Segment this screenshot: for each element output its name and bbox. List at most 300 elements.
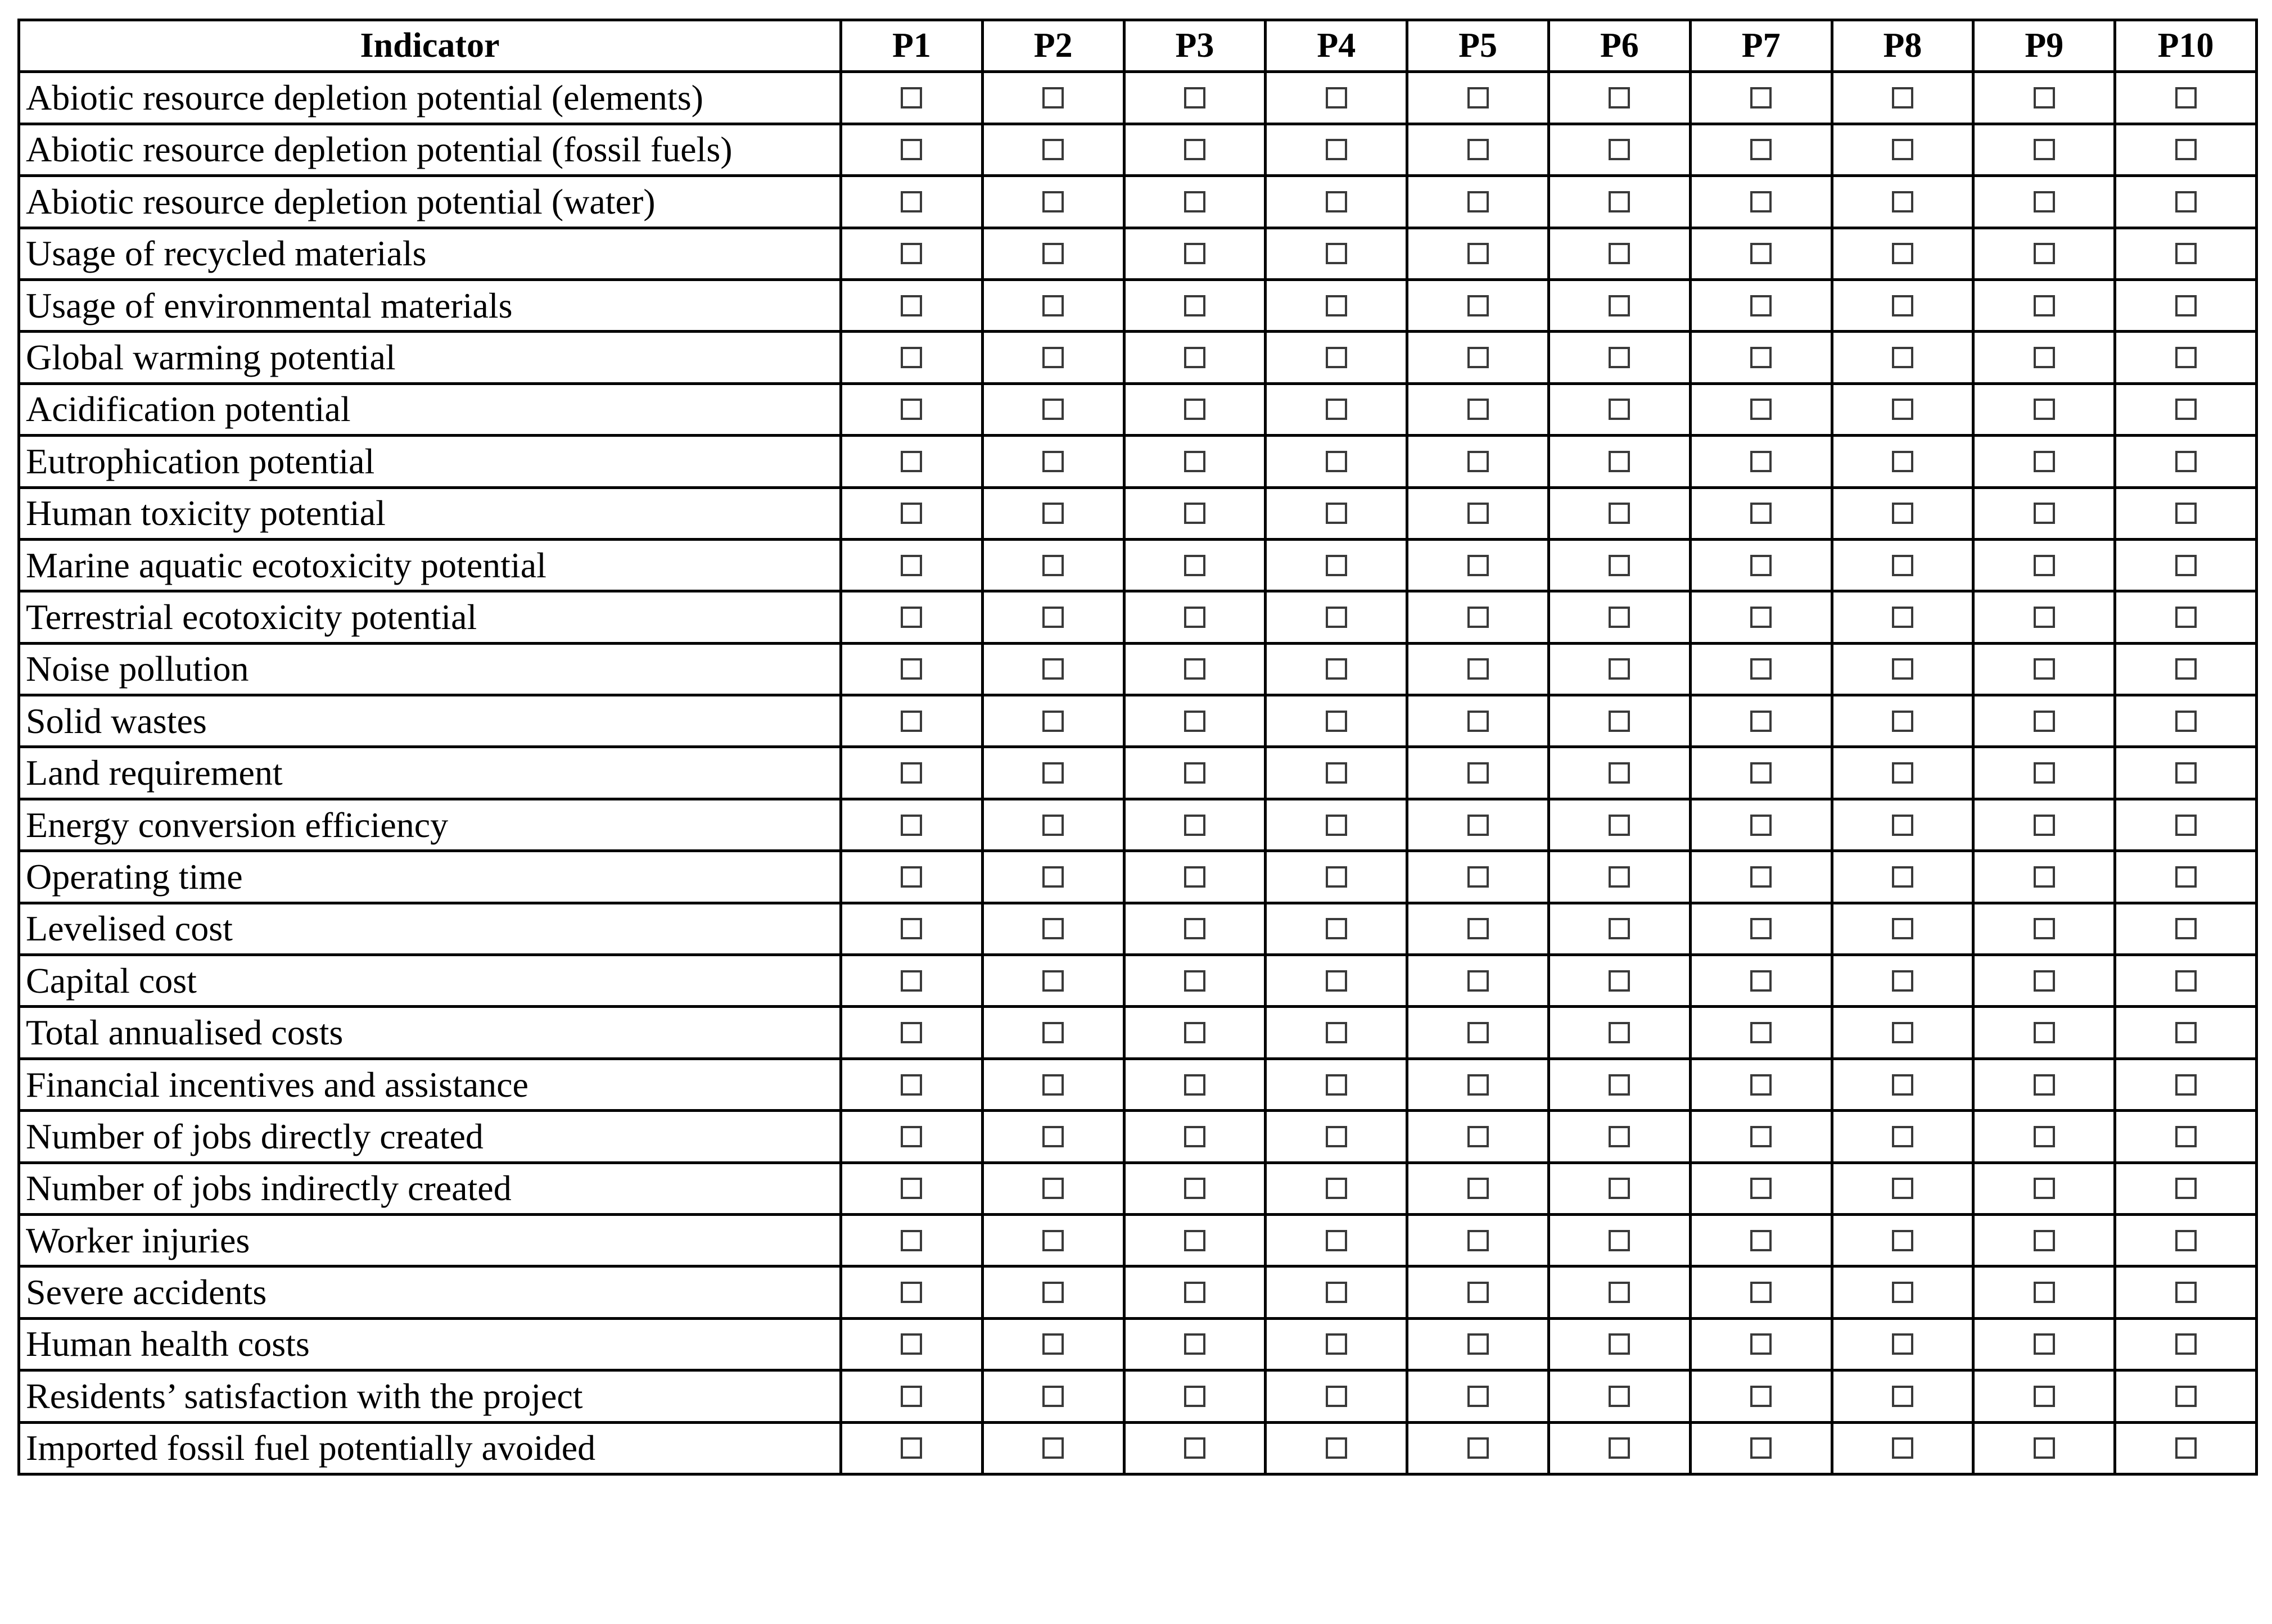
header-row xyxy=(19,20,2257,72)
checkbox-p9[interactable] xyxy=(2034,503,2055,524)
checkbox-p4[interactable] xyxy=(1326,87,1347,108)
checkbox-p5[interactable] xyxy=(1467,1074,1489,1096)
checkbox-p10[interactable] xyxy=(2175,866,2197,888)
check-cell xyxy=(982,279,1124,331)
checkbox-p1[interactable] xyxy=(901,555,922,576)
checkbox-p3[interactable] xyxy=(1184,658,1205,680)
checkbox-p8[interactable] xyxy=(1892,139,1913,160)
checkbox-p6[interactable] xyxy=(1609,1178,1630,1199)
checkbox-p7[interactable] xyxy=(1750,1230,1772,1251)
checkbox-p4[interactable] xyxy=(1326,555,1347,576)
checkbox-p7[interactable] xyxy=(1750,815,1772,836)
checkbox-p8[interactable] xyxy=(1892,1022,1913,1043)
checkbox-p1[interactable] xyxy=(901,815,922,836)
checkbox-p2[interactable] xyxy=(1042,555,1064,576)
checkbox-p10[interactable] xyxy=(2175,87,2197,108)
check-cell xyxy=(1690,1058,1832,1110)
checkbox-p3[interactable] xyxy=(1184,399,1205,420)
checkbox-p8[interactable] xyxy=(1892,87,1913,108)
checkbox-p4[interactable] xyxy=(1326,1126,1347,1147)
checkbox-p3[interactable] xyxy=(1184,1282,1205,1303)
checkbox-p9[interactable] xyxy=(2034,711,2055,732)
checkbox-p5[interactable] xyxy=(1467,451,1489,472)
checkbox-p5[interactable] xyxy=(1467,1126,1489,1147)
checkbox-p8[interactable] xyxy=(1892,191,1913,212)
checkbox-p3[interactable] xyxy=(1184,191,1205,212)
checkbox-p7[interactable] xyxy=(1750,399,1772,420)
checkbox-p10[interactable] xyxy=(2175,1333,2197,1355)
checkbox-p1[interactable] xyxy=(901,762,922,784)
checkbox-p3[interactable] xyxy=(1184,1333,1205,1355)
checkbox-p6[interactable] xyxy=(1609,295,1630,316)
checkbox-p3[interactable] xyxy=(1184,1126,1205,1147)
checkbox-p7[interactable] xyxy=(1750,1282,1772,1303)
checkbox-p9[interactable] xyxy=(2034,918,2055,939)
checkbox-p10[interactable] xyxy=(2175,243,2197,264)
checkbox-p6[interactable] xyxy=(1609,815,1630,836)
checkbox-p2[interactable] xyxy=(1042,399,1064,420)
checkbox-p10[interactable] xyxy=(2175,658,2197,680)
checkbox-p9[interactable] xyxy=(2034,1386,2055,1407)
checkbox-p10[interactable] xyxy=(2175,295,2197,316)
checkbox-p2[interactable] xyxy=(1042,970,1064,992)
checkbox-p8[interactable] xyxy=(1892,1178,1913,1199)
checkbox-p9[interactable] xyxy=(2034,658,2055,680)
checkbox-p8[interactable] xyxy=(1892,658,1913,680)
checkbox-p9[interactable] xyxy=(2034,555,2055,576)
checkbox-p9[interactable] xyxy=(2034,866,2055,888)
checkbox-p9[interactable] xyxy=(2034,607,2055,628)
checkbox-p3[interactable] xyxy=(1184,1178,1205,1199)
checkbox-p5[interactable] xyxy=(1467,399,1489,420)
checkbox-p1[interactable] xyxy=(901,1230,922,1251)
checkbox-p6[interactable] xyxy=(1609,139,1630,160)
checkbox-p5[interactable] xyxy=(1467,1282,1489,1303)
checkbox-p5[interactable] xyxy=(1467,191,1489,212)
checkbox-p10[interactable] xyxy=(2175,399,2197,420)
checkbox-p1[interactable] xyxy=(901,866,922,888)
checkbox-p8[interactable] xyxy=(1892,1333,1913,1355)
checkbox-p9[interactable] xyxy=(2034,347,2055,368)
checkbox-p2[interactable] xyxy=(1042,607,1064,628)
checkbox-p1[interactable] xyxy=(901,1022,922,1043)
checkbox-p5[interactable] xyxy=(1467,658,1489,680)
checkbox-p5[interactable] xyxy=(1467,711,1489,732)
checkbox-p6[interactable] xyxy=(1609,191,1630,212)
checkbox-p3[interactable] xyxy=(1184,1074,1205,1096)
checkbox-p1[interactable] xyxy=(901,607,922,628)
checkbox-p2[interactable] xyxy=(1042,191,1064,212)
check-cell xyxy=(1266,332,1407,383)
checkbox-p9[interactable] xyxy=(2034,87,2055,108)
checkbox-p2[interactable] xyxy=(1042,762,1064,784)
checkbox-p4[interactable] xyxy=(1326,815,1347,836)
checkbox-p1[interactable] xyxy=(901,399,922,420)
checkbox-p6[interactable] xyxy=(1609,1386,1630,1407)
checkbox-p1[interactable] xyxy=(901,1282,922,1303)
checkbox-p3[interactable] xyxy=(1184,243,1205,264)
checkbox-p8[interactable] xyxy=(1892,866,1913,888)
checkbox-p5[interactable] xyxy=(1467,1333,1489,1355)
checkbox-p8[interactable] xyxy=(1892,555,1913,576)
indicator-label: Imported fossil fuel potentially avoided xyxy=(19,1422,841,1474)
checkbox-p6[interactable] xyxy=(1609,711,1630,732)
checkbox-p10[interactable] xyxy=(2175,918,2197,939)
checkbox-p6[interactable] xyxy=(1609,1437,1630,1459)
checkbox-p1[interactable] xyxy=(901,1126,922,1147)
checkbox-p3[interactable] xyxy=(1184,607,1205,628)
checkbox-p7[interactable] xyxy=(1750,866,1772,888)
checkbox-p7[interactable] xyxy=(1750,451,1772,472)
checkbox-p8[interactable] xyxy=(1892,607,1913,628)
checkbox-p2[interactable] xyxy=(1042,1126,1064,1147)
checkbox-p8[interactable] xyxy=(1892,1386,1913,1407)
checkbox-p2[interactable] xyxy=(1042,1230,1064,1251)
checkbox-p9[interactable] xyxy=(2034,243,2055,264)
checkbox-p2[interactable] xyxy=(1042,711,1064,732)
checkbox-p7[interactable] xyxy=(1750,658,1772,680)
checkbox-p10[interactable] xyxy=(2175,1074,2197,1096)
checkbox-p5[interactable] xyxy=(1467,1230,1489,1251)
checkbox-p3[interactable] xyxy=(1184,1437,1205,1459)
checkbox-p5[interactable] xyxy=(1467,555,1489,576)
checkbox-p6[interactable] xyxy=(1609,555,1630,576)
checkbox-p4[interactable] xyxy=(1326,918,1347,939)
checkbox-p3[interactable] xyxy=(1184,503,1205,524)
checkbox-p9[interactable] xyxy=(2034,1178,2055,1199)
checkbox-p3[interactable] xyxy=(1184,918,1205,939)
checkbox-p5[interactable] xyxy=(1467,347,1489,368)
checkbox-p3[interactable] xyxy=(1184,866,1205,888)
checkbox-p1[interactable] xyxy=(901,1074,922,1096)
checkbox-p1[interactable] xyxy=(901,1333,922,1355)
checkbox-p2[interactable] xyxy=(1042,1022,1064,1043)
checkbox-p5[interactable] xyxy=(1467,139,1489,160)
checkbox-p8[interactable] xyxy=(1892,399,1913,420)
checkbox-p3[interactable] xyxy=(1184,815,1205,836)
checkbox-p6[interactable] xyxy=(1609,87,1630,108)
checkbox-p1[interactable] xyxy=(901,1437,922,1459)
checkbox-p4[interactable] xyxy=(1326,191,1347,212)
check-cell xyxy=(982,383,1124,435)
check-cell xyxy=(1832,1162,1973,1214)
checkbox-p4[interactable] xyxy=(1326,451,1347,472)
checkbox-p5[interactable] xyxy=(1467,1022,1489,1043)
checkbox-p9[interactable] xyxy=(2034,762,2055,784)
checkbox-p6[interactable] xyxy=(1609,607,1630,628)
checkbox-p5[interactable] xyxy=(1467,87,1489,108)
checkbox-p2[interactable] xyxy=(1042,658,1064,680)
checkbox-p5[interactable] xyxy=(1467,503,1489,524)
checkbox-p5[interactable] xyxy=(1467,1437,1489,1459)
checkbox-p7[interactable] xyxy=(1750,503,1772,524)
checkbox-p4[interactable] xyxy=(1326,1178,1347,1199)
checkbox-p8[interactable] xyxy=(1892,243,1913,264)
checkbox-p5[interactable] xyxy=(1467,1178,1489,1199)
checkbox-p1[interactable] xyxy=(901,918,922,939)
checkbox-p10[interactable] xyxy=(2175,762,2197,784)
checkbox-p7[interactable] xyxy=(1750,555,1772,576)
checkbox-p3[interactable] xyxy=(1184,451,1205,472)
checkbox-p7[interactable] xyxy=(1750,970,1772,992)
checkbox-p1[interactable] xyxy=(901,503,922,524)
checkbox-p7[interactable] xyxy=(1750,87,1772,108)
check-cell xyxy=(1266,176,1407,228)
checkbox-p4[interactable] xyxy=(1326,399,1347,420)
check-cell xyxy=(2115,1266,2257,1318)
checkbox-p9[interactable] xyxy=(2034,1333,2055,1355)
checkbox-p8[interactable] xyxy=(1892,1074,1913,1096)
checkbox-p9[interactable] xyxy=(2034,970,2055,992)
checkbox-p2[interactable] xyxy=(1042,87,1064,108)
check-cell xyxy=(2115,1162,2257,1214)
checkbox-p10[interactable] xyxy=(2175,970,2197,992)
checkbox-p1[interactable] xyxy=(901,970,922,992)
checkbox-p1[interactable] xyxy=(901,1386,922,1407)
checkbox-p10[interactable] xyxy=(2175,555,2197,576)
checkbox-p9[interactable] xyxy=(2034,1022,2055,1043)
checkbox-p2[interactable] xyxy=(1042,918,1064,939)
checkbox-p10[interactable] xyxy=(2175,139,2197,160)
checkbox-p5[interactable] xyxy=(1467,1386,1489,1407)
check-cell xyxy=(1407,1318,1549,1370)
checkbox-p7[interactable] xyxy=(1750,191,1772,212)
check-cell xyxy=(2115,1007,2257,1058)
checkbox-p6[interactable] xyxy=(1609,762,1630,784)
check-cell xyxy=(1548,539,1690,591)
checkbox-p7[interactable] xyxy=(1750,1333,1772,1355)
checkbox-p10[interactable] xyxy=(2175,1437,2197,1459)
checkbox-p1[interactable] xyxy=(901,139,922,160)
checkbox-p9[interactable] xyxy=(2034,295,2055,316)
checkbox-p7[interactable] xyxy=(1750,1022,1772,1043)
checkbox-p5[interactable] xyxy=(1467,243,1489,264)
checkbox-p4[interactable] xyxy=(1326,139,1347,160)
checkbox-p7[interactable] xyxy=(1750,139,1772,160)
checkbox-p6[interactable] xyxy=(1609,658,1630,680)
checkbox-p8[interactable] xyxy=(1892,762,1913,784)
check-cell xyxy=(1407,72,1549,124)
checkbox-p10[interactable] xyxy=(2175,1178,2197,1199)
checkbox-p3[interactable] xyxy=(1184,762,1205,784)
checkbox-p7[interactable] xyxy=(1750,607,1772,628)
checkbox-p10[interactable] xyxy=(2175,451,2197,472)
checkbox-p5[interactable] xyxy=(1467,918,1489,939)
checkbox-p7[interactable] xyxy=(1750,711,1772,732)
checkbox-p2[interactable] xyxy=(1042,815,1064,836)
checkbox-p2[interactable] xyxy=(1042,451,1064,472)
checkbox-p2[interactable] xyxy=(1042,1437,1064,1459)
checkbox-p9[interactable] xyxy=(2034,1282,2055,1303)
checkbox-p4[interactable] xyxy=(1326,1386,1347,1407)
check-cell xyxy=(1124,1058,1266,1110)
checkbox-p9[interactable] xyxy=(2034,1074,2055,1096)
checkbox-p7[interactable] xyxy=(1750,1437,1772,1459)
checkbox-p7[interactable] xyxy=(1750,347,1772,368)
checkbox-p6[interactable] xyxy=(1609,918,1630,939)
checkbox-p6[interactable] xyxy=(1609,503,1630,524)
check-cell xyxy=(1832,176,1973,228)
checkbox-p10[interactable] xyxy=(2175,191,2197,212)
checkbox-p8[interactable] xyxy=(1892,918,1913,939)
checkbox-p9[interactable] xyxy=(2034,139,2055,160)
checkbox-p10[interactable] xyxy=(2175,711,2197,732)
checkbox-p4[interactable] xyxy=(1326,866,1347,888)
checkbox-p3[interactable] xyxy=(1184,87,1205,108)
checkbox-p2[interactable] xyxy=(1042,347,1064,368)
checkbox-p3[interactable] xyxy=(1184,1230,1205,1251)
check-cell xyxy=(1266,747,1407,799)
checkbox-p7[interactable] xyxy=(1750,762,1772,784)
checkbox-p6[interactable] xyxy=(1609,1074,1630,1096)
header-period-6: P6 xyxy=(1548,20,1690,72)
checkbox-p8[interactable] xyxy=(1892,1437,1913,1459)
checkbox-p8[interactable] xyxy=(1892,451,1913,472)
checkbox-p7[interactable] xyxy=(1750,295,1772,316)
checkbox-p4[interactable] xyxy=(1326,347,1347,368)
checkbox-p1[interactable] xyxy=(901,191,922,212)
checkbox-p10[interactable] xyxy=(2175,1230,2197,1251)
checkbox-p8[interactable] xyxy=(1892,711,1913,732)
checkbox-p4[interactable] xyxy=(1326,970,1347,992)
check-cell xyxy=(1973,903,2115,955)
check-cell xyxy=(1973,643,2115,695)
checkbox-p2[interactable] xyxy=(1042,243,1064,264)
checkbox-p8[interactable] xyxy=(1892,1282,1913,1303)
checkbox-p3[interactable] xyxy=(1184,1386,1205,1407)
checkbox-p3[interactable] xyxy=(1184,555,1205,576)
checkbox-p1[interactable] xyxy=(901,87,922,108)
checkbox-p8[interactable] xyxy=(1892,1230,1913,1251)
checkbox-p2[interactable] xyxy=(1042,1178,1064,1199)
checkbox-p4[interactable] xyxy=(1326,711,1347,732)
check-cell xyxy=(841,124,983,175)
checkbox-p1[interactable] xyxy=(901,711,922,732)
checkbox-p4[interactable] xyxy=(1326,243,1347,264)
checkbox-p4[interactable] xyxy=(1326,1074,1347,1096)
checkbox-p10[interactable] xyxy=(2175,1126,2197,1147)
checkbox-p4[interactable] xyxy=(1326,658,1347,680)
checkbox-p4[interactable] xyxy=(1326,503,1347,524)
checkbox-p4[interactable] xyxy=(1326,295,1347,316)
checkbox-p1[interactable] xyxy=(901,295,922,316)
check-cell xyxy=(1690,1318,1832,1370)
checkbox-p2[interactable] xyxy=(1042,139,1064,160)
checkbox-p7[interactable] xyxy=(1750,1074,1772,1096)
checkbox-p10[interactable] xyxy=(2175,503,2197,524)
checkbox-p4[interactable] xyxy=(1326,1022,1347,1043)
checkbox-p2[interactable] xyxy=(1042,1074,1064,1096)
checkbox-p7[interactable] xyxy=(1750,1178,1772,1199)
check-cell xyxy=(2115,539,2257,591)
checkbox-p10[interactable] xyxy=(2175,1386,2197,1407)
checkbox-p3[interactable] xyxy=(1184,711,1205,732)
checkbox-p6[interactable] xyxy=(1609,1230,1630,1251)
checkbox-p10[interactable] xyxy=(2175,607,2197,628)
checkbox-p8[interactable] xyxy=(1892,1126,1913,1147)
check-cell xyxy=(1407,1370,1549,1422)
checkbox-p4[interactable] xyxy=(1326,607,1347,628)
checkbox-p4[interactable] xyxy=(1326,762,1347,784)
checkbox-p3[interactable] xyxy=(1184,347,1205,368)
checkbox-p9[interactable] xyxy=(2034,1126,2055,1147)
check-cell xyxy=(1407,1266,1549,1318)
checkbox-p6[interactable] xyxy=(1609,970,1630,992)
checkbox-p2[interactable] xyxy=(1042,1386,1064,1407)
checkbox-p8[interactable] xyxy=(1892,970,1913,992)
checkbox-p9[interactable] xyxy=(2034,399,2055,420)
checkbox-p5[interactable] xyxy=(1467,815,1489,836)
checkbox-p6[interactable] xyxy=(1609,347,1630,368)
checkbox-p8[interactable] xyxy=(1892,503,1913,524)
table-row xyxy=(19,383,2257,435)
checkbox-p3[interactable] xyxy=(1184,1022,1205,1043)
checkbox-p8[interactable] xyxy=(1892,347,1913,368)
checkbox-p9[interactable] xyxy=(2034,815,2055,836)
checkbox-p6[interactable] xyxy=(1609,451,1630,472)
checkbox-p2[interactable] xyxy=(1042,503,1064,524)
checkbox-p1[interactable] xyxy=(901,347,922,368)
checkbox-p6[interactable] xyxy=(1609,1126,1630,1147)
checkbox-p3[interactable] xyxy=(1184,970,1205,992)
checkbox-p10[interactable] xyxy=(2175,1282,2197,1303)
checkbox-p6[interactable] xyxy=(1609,1282,1630,1303)
checkbox-p9[interactable] xyxy=(2034,1230,2055,1251)
checkbox-p7[interactable] xyxy=(1750,243,1772,264)
check-cell xyxy=(1973,747,2115,799)
checkbox-p1[interactable] xyxy=(901,658,922,680)
checkbox-p4[interactable] xyxy=(1326,1333,1347,1355)
checkbox-p10[interactable] xyxy=(2175,815,2197,836)
checkbox-p3[interactable] xyxy=(1184,295,1205,316)
checkbox-p5[interactable] xyxy=(1467,295,1489,316)
checkbox-p2[interactable] xyxy=(1042,1333,1064,1355)
checkbox-p9[interactable] xyxy=(2034,1437,2055,1459)
checkbox-p7[interactable] xyxy=(1750,918,1772,939)
checkbox-p2[interactable] xyxy=(1042,866,1064,888)
checkbox-p6[interactable] xyxy=(1609,399,1630,420)
checkbox-p1[interactable] xyxy=(901,243,922,264)
checkbox-p8[interactable] xyxy=(1892,295,1913,316)
checkbox-p4[interactable] xyxy=(1326,1230,1347,1251)
checkbox-p1[interactable] xyxy=(901,1178,922,1199)
checkbox-p5[interactable] xyxy=(1467,970,1489,992)
checkbox-p6[interactable] xyxy=(1609,1333,1630,1355)
checkbox-p4[interactable] xyxy=(1326,1437,1347,1459)
checkbox-p6[interactable] xyxy=(1609,243,1630,264)
checkbox-p5[interactable] xyxy=(1467,607,1489,628)
checkbox-p2[interactable] xyxy=(1042,1282,1064,1303)
checkbox-p5[interactable] xyxy=(1467,762,1489,784)
checkbox-p3[interactable] xyxy=(1184,139,1205,160)
checkbox-p8[interactable] xyxy=(1892,815,1913,836)
check-cell xyxy=(1548,228,1690,279)
checkbox-p1[interactable] xyxy=(901,451,922,472)
checkbox-p9[interactable] xyxy=(2034,191,2055,212)
checkbox-p4[interactable] xyxy=(1326,1282,1347,1303)
checkbox-p2[interactable] xyxy=(1042,295,1064,316)
checkbox-p9[interactable] xyxy=(2034,451,2055,472)
checkbox-p6[interactable] xyxy=(1609,866,1630,888)
checkbox-p6[interactable] xyxy=(1609,1022,1630,1043)
checkbox-p5[interactable] xyxy=(1467,866,1489,888)
checkbox-p7[interactable] xyxy=(1750,1126,1772,1147)
checkbox-p7[interactable] xyxy=(1750,1386,1772,1407)
check-cell xyxy=(1973,487,2115,539)
checkbox-p10[interactable] xyxy=(2175,1022,2197,1043)
checkbox-p10[interactable] xyxy=(2175,347,2197,368)
check-cell xyxy=(1832,1111,1973,1162)
